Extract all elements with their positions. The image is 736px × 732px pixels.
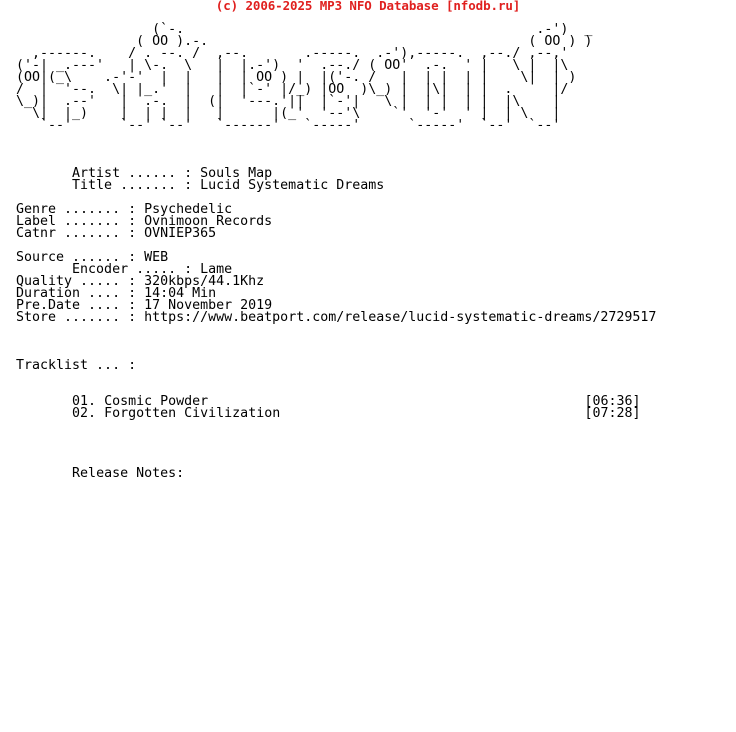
store-label: Store ....... : (16, 310, 145, 325)
track-number: 02. (72, 406, 97, 421)
quality-label: Quality ..... : (16, 274, 145, 289)
release-notes-heading (16, 468, 184, 480)
predate-value: 17 November 2019 (144, 298, 273, 313)
track-name: Forgotten Civilization (104, 406, 281, 421)
ascii-logo: (`-. .-') _ ( OO ).-. ( OO ) ) ,------. / . --. / ,--. .-----. .-'),-----. ,--./ ,--,' ('-| _.---' | \-. \ | |.-') ' .--./ ( OO' .-. ' | \ | |\ (OO|(_\ .-'-' | | | | OO ) | |('-. / | | | | | \| | ) / | '--. \| |_.' | | |`-' |/_) |OO )\_) | |\| | | . |/ \_)| .--' | .-. | (| '---.'|| |`-'| \ | | | | | |\ | \| |_) | | | | | |(_' '--'\ `' '-' ' | | \ | `--' `--' `--' `------' `-----' `-----' `--' `--' (16, 22, 593, 133)
title-label: Title ....... : (16, 178, 201, 193)
genre-value: Psychedelic (144, 202, 233, 217)
track-name: Cosmic Powder (104, 394, 209, 409)
track-row (16, 406, 640, 421)
nfodb-header: (c) 2006-2025 MP3 NFO Database [nfodb.ru] (215, 0, 521, 13)
encoder-value: Lame (200, 262, 233, 277)
tracklist (16, 396, 640, 420)
encoder-label: Encoder ..... : (16, 262, 201, 277)
duration-value: 14:04 Min (144, 286, 217, 301)
release-info-block (16, 204, 272, 240)
artist-title-block (16, 168, 384, 192)
catnr-label: Catnr ....... : (16, 226, 145, 241)
title-value: Lucid Systematic Dreams (200, 178, 385, 193)
tracklist-heading: Tracklist ... : (16, 358, 137, 373)
technical-info-block (16, 252, 656, 324)
store-link[interactable]: https://www.beatport.com/release/lucid-systematic-dreams/2729517 (144, 310, 657, 325)
label-value: Ovnimoon Records (144, 214, 273, 229)
source-label: Source ...... : (16, 250, 145, 265)
predate-label: Pre.Date .... : (16, 298, 145, 313)
duration-label: Duration .... : (16, 286, 145, 301)
catnr-value: OVNIEP365 (144, 226, 217, 241)
source-value: WEB (144, 250, 169, 265)
track-time: [07:28] (584, 406, 641, 421)
track-time: [06:36] (584, 394, 641, 409)
release-notes-label: Release Notes: (72, 466, 185, 481)
genre-label: Genre ....... : (16, 202, 145, 217)
label-label: Label ....... : (16, 214, 145, 229)
artist-label: Artist ...... : (16, 166, 201, 181)
quality-value: 320kbps/44.1Khz (144, 274, 265, 289)
track-number: 01. (72, 394, 97, 409)
artist-value: Souls Map (200, 166, 273, 181)
